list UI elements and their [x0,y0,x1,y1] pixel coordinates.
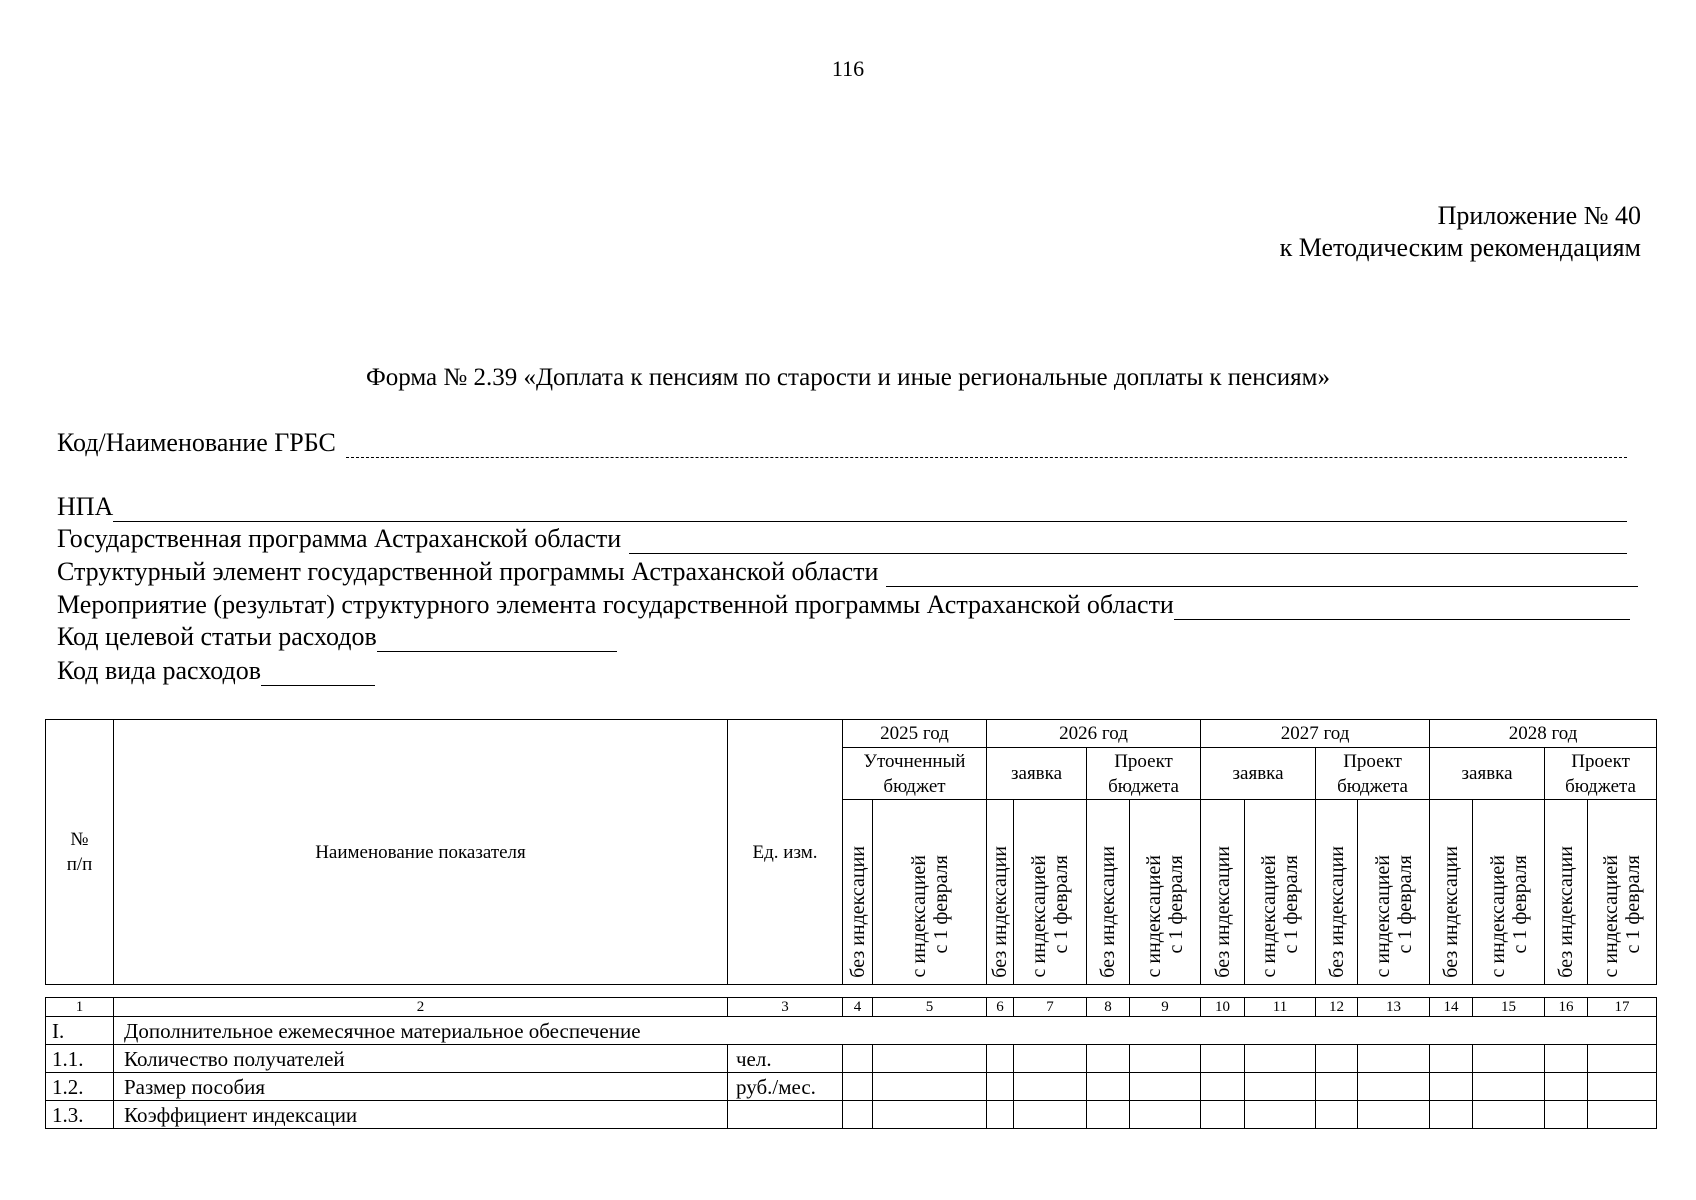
field-structural-element-line [886,564,1638,587]
value-cell[interactable] [1358,1045,1430,1073]
column-number: 7 [1014,998,1087,1017]
value-cell[interactable] [1130,1073,1201,1101]
value-cell[interactable] [1430,1073,1473,1101]
subheader-2027-project: Проект бюджета [1316,748,1430,800]
value-cell[interactable] [1014,1101,1087,1129]
value-cell[interactable] [873,1073,987,1101]
row-name: Количество получателей [114,1045,728,1073]
field-npa [57,492,1627,522]
value-cell[interactable] [1545,1073,1588,1101]
field-structural-element [57,557,1638,587]
row-unit [728,1101,843,1129]
column-number: 12 [1316,998,1358,1017]
field-program-line [629,531,1627,554]
field-npa-line [113,499,1627,522]
column-number: 11 [1245,998,1316,1017]
value-cell[interactable] [1473,1045,1545,1073]
field-grbs-label: Код/Наименование ГРБС [57,428,336,457]
row-number: 1.2. [46,1073,114,1101]
value-cell[interactable] [1130,1045,1201,1073]
table-row [46,1101,1657,1129]
column-number: 3 [728,998,843,1017]
value-cell[interactable] [1316,1045,1358,1073]
subheader-2028-request: заявка [1430,748,1545,800]
value-cell[interactable] [1358,1101,1430,1129]
year-header-2025: 2025 год [843,720,987,748]
col-header-unit: Ед. изм. [728,720,843,985]
subheader-2025-budget: Уточненный бюджет [843,748,987,800]
row-name: Размер пособия [114,1073,728,1101]
column-number: 5 [873,998,987,1017]
column-number: 16 [1545,998,1588,1017]
column-numbers-row [46,998,1657,1017]
field-npa-label: НПА [57,492,114,521]
field-program [57,524,1627,554]
field-expense-code-label: Код вида расходов [57,656,261,685]
vheader-with-indexation: с индексацией с 1 февраля [873,800,987,985]
row-name: Коэффициент индексации [114,1101,728,1129]
field-expense-code-line [261,663,375,686]
vheader-without-indexation: без индексации [1201,800,1245,985]
subheader-2027-request: заявка [1201,748,1316,800]
value-cell[interactable] [1087,1101,1130,1129]
column-number: 10 [1201,998,1245,1017]
value-cell[interactable] [1087,1045,1130,1073]
row-name: Дополнительное ежемесячное материальное обеспечение [114,1017,1657,1045]
value-cell[interactable] [1588,1101,1657,1129]
field-structural-element-label: Структурный элемент государственной программы Астраханской области [57,557,879,586]
value-cell[interactable] [1245,1101,1316,1129]
appendix-line-1: Приложение № 40 [1437,201,1641,230]
field-activity [57,590,1630,620]
appendix-line-2: к Методическим рекомендациям [1279,233,1641,262]
value-cell[interactable] [1473,1073,1545,1101]
subheader-2026-project: Проект бюджета [1087,748,1201,800]
vheader-with-indexation: с индексацией с 1 февраля [1014,800,1087,985]
column-number: 4 [843,998,873,1017]
vheader-without-indexation: без индексации [987,800,1014,985]
value-cell[interactable] [1473,1101,1545,1129]
vheader-without-indexation: без индексации [843,800,873,985]
row-number: I. [46,1017,114,1045]
appendix-note [1280,200,1641,264]
vheader-with-indexation: с индексацией с 1 февраля [1245,800,1316,985]
vheader-without-indexation: без индексации [1087,800,1130,985]
column-number: 13 [1358,998,1430,1017]
subheader-2028-project: Проект бюджета [1545,748,1657,800]
year-header-2026: 2026 год [987,720,1201,748]
column-number: 6 [987,998,1014,1017]
field-expense-code [57,656,375,686]
table-row [46,1073,1657,1101]
value-cell[interactable] [843,1045,873,1073]
col-header-num: № п/п [46,720,114,985]
value-cell[interactable] [1545,1101,1588,1129]
table-row [46,1045,1657,1073]
value-cell[interactable] [843,1101,873,1129]
row-number: 1.3. [46,1101,114,1129]
value-cell[interactable] [1014,1045,1087,1073]
year-header-2027: 2027 год [1201,720,1430,748]
column-number: 8 [1087,998,1130,1017]
column-number: 17 [1588,998,1657,1017]
vheader-without-indexation: без индексации [1316,800,1358,985]
row-number: 1.1. [46,1045,114,1073]
column-number: 9 [1130,998,1201,1017]
year-header-2028: 2028 год [1430,720,1657,748]
vheader-without-indexation: без индексации [1430,800,1473,985]
row-unit: чел. [728,1045,843,1073]
field-target-code-label: Код целевой статьи расходов [57,622,377,651]
value-cell[interactable] [873,1045,987,1073]
value-cell[interactable] [987,1101,1014,1129]
field-target-code [57,622,617,652]
column-number: 1 [46,998,114,1017]
column-number: 2 [114,998,728,1017]
value-cell[interactable] [987,1073,1014,1101]
vheader-without-indexation: без индексации [1545,800,1588,985]
field-target-code-line [377,629,617,652]
field-program-label: Государственная программа Астраханской области [57,524,622,553]
value-cell[interactable] [1245,1073,1316,1101]
value-cell[interactable] [1588,1073,1657,1101]
value-cell[interactable] [1545,1045,1588,1073]
col-header-name: Наименование показателя [114,720,728,985]
value-cell[interactable] [1316,1073,1358,1101]
vheader-with-indexation: с индексацией с 1 февраля [1358,800,1430,985]
page-number: 116 [831,56,865,81]
vheader-with-indexation: с индексацией с 1 февраля [1130,800,1201,985]
value-cell[interactable] [1014,1073,1087,1101]
value-cell[interactable] [1588,1045,1657,1073]
value-cell[interactable] [1316,1101,1358,1129]
value-cell[interactable] [1201,1045,1245,1073]
value-cell[interactable] [1130,1101,1201,1129]
column-number: 15 [1473,998,1545,1017]
value-cell[interactable] [1358,1073,1430,1101]
form-title: Форма № 2.39 «Доплата к пенсиям по старости и иные региональные доплаты к пенсиям» [366,364,1330,391]
column-number: 14 [1430,998,1473,1017]
value-cell[interactable] [1430,1101,1473,1129]
value-cell[interactable] [1087,1073,1130,1101]
row-unit: руб./мес. [728,1073,843,1101]
form-table-header [45,719,1657,985]
table-row-section [46,1017,1657,1045]
field-grbs [57,428,1627,458]
value-cell[interactable] [1245,1045,1316,1073]
vheader-with-indexation: с индексацией с 1 февраля [1473,800,1545,985]
value-cell[interactable] [987,1045,1014,1073]
field-activity-line [1174,597,1630,620]
field-grbs-line [346,435,1627,458]
subheader-2026-request: заявка [987,748,1087,800]
value-cell[interactable] [1201,1073,1245,1101]
value-cell[interactable] [873,1101,987,1129]
vheader-with-indexation: с индексацией с 1 февраля [1588,800,1657,985]
value-cell[interactable] [1201,1101,1245,1129]
value-cell[interactable] [1430,1045,1473,1073]
field-activity-label: Мероприятие (результат) структурного элемента государственной программы Астраханской области [57,590,1174,619]
value-cell[interactable] [843,1073,873,1101]
form-table-body [45,997,1657,1129]
